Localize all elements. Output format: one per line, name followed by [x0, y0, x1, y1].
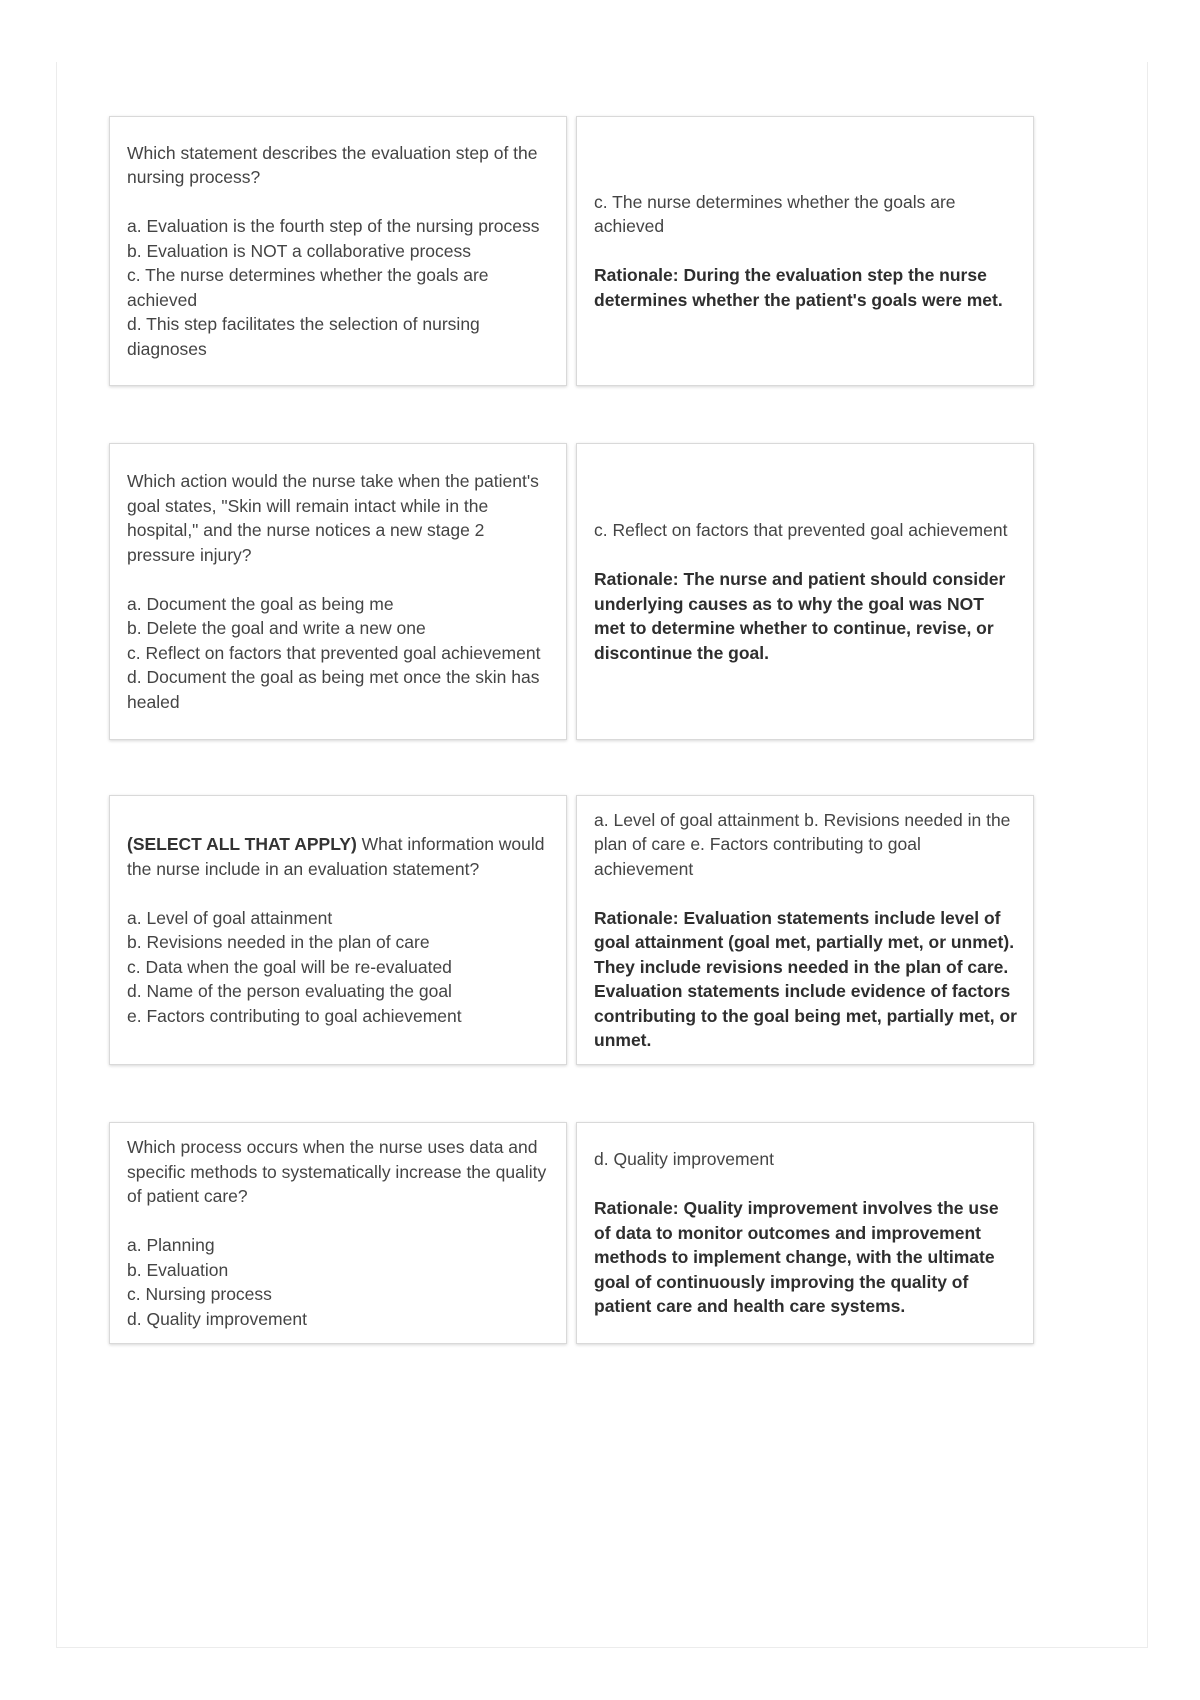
option-d: d. Name of the person evaluating the goal [127, 981, 452, 1001]
question-options [127, 1233, 550, 1331]
answer-item: c. Reflect on factors that prevented goal achievement [594, 520, 1008, 540]
question-text: Which action would the nurse take when the patient's goal states, "Skin will remain intact while in the hospital," and the nurse notices a new stage 2 pressure injury? [127, 471, 539, 565]
option-c: c. Reflect on factors that prevented goal achievement [127, 642, 541, 663]
flashcard-answer-1[interactable] [576, 116, 1034, 386]
question-text [127, 832, 550, 881]
answer-item: c. The nurse determines whether the goals are achieved [594, 191, 956, 237]
question-options [127, 214, 550, 361]
rationale-text: Rationale: The nurse and patient should consider underlying causes as to why the goal was NOT met to determine whether to continue, revise, or discontinue the goal. [594, 569, 1006, 663]
answer-item: e. Factors contributing to goal achievement [594, 834, 921, 879]
question-options [127, 592, 550, 715]
answer-text [594, 1147, 1017, 1172]
answer-text [594, 190, 1017, 239]
question-text-body: What information would the nurse include in an evaluation statement? [127, 834, 545, 879]
flashcard-answer-3[interactable] [576, 795, 1034, 1065]
option-a: a. Document the goal as being me [127, 593, 394, 614]
rationale-text: Rationale: Evaluation statements include level of goal attainment (goal met, partially met, or unmet). They include revisions needed in the plan of care. Evaluation statements include evidence of factors contributing to the goal being met, partially met, or unmet. [594, 907, 1017, 1050]
rationale-text: Rationale: Quality improvement involves the use of data to monitor outcomes and improvement methods to implement change, with the ultimate goal of continuously improving the quality of patient care and health care systems. [594, 1198, 999, 1317]
flashcard-answer-4[interactable] [576, 1122, 1034, 1344]
flashcard-question-4[interactable] [109, 1122, 567, 1344]
option-a: a. Level of goal attainment [127, 907, 333, 928]
answer-text [594, 518, 1017, 543]
option-c: c. Nursing process [127, 1284, 272, 1304]
option-b: b. Evaluation [127, 1259, 229, 1280]
option-c: c. The nurse determines whether the goals are achieved [127, 265, 489, 310]
select-all-tag: (SELECT ALL THAT APPLY) [127, 834, 357, 854]
question-options [127, 906, 550, 1029]
flashcard-question-2[interactable] [109, 443, 567, 740]
option-b: b. Delete the goal and write a new one [127, 618, 426, 638]
option-d: d. Document the goal as being met once the skin has healed [127, 667, 540, 712]
flashcard-question-3[interactable] [109, 795, 567, 1065]
option-d: d. Quality improvement [127, 1308, 307, 1329]
option-d: d. This step facilitates the selection of nursing diagnoses [127, 314, 480, 359]
option-b: b. Evaluation is NOT a collaborative process [127, 240, 472, 261]
option-a: a. Planning [127, 1235, 215, 1255]
question-text: Which process occurs when the nurse uses data and specific methods to systematically increase the quality of patient care? [127, 1137, 547, 1206]
answer-item: d. Quality improvement [594, 1149, 774, 1170]
flashcard-answer-2[interactable] [576, 443, 1034, 740]
answer-item: a. Level of goal attainment [594, 809, 800, 830]
question-text: Which statement describes the evaluation step of the nursing process? [127, 142, 538, 188]
option-c: c. Data when the goal will be re-evaluated [127, 956, 452, 977]
option-b: b. Revisions needed in the plan of care [127, 932, 430, 952]
option-e: e. Factors contributing to goal achievement [127, 1005, 462, 1026]
rationale-text: Rationale: During the evaluation step the nurse determines whether the patient's goals were met. [594, 265, 1003, 310]
answer-text [594, 808, 1017, 882]
answer-item: b. Revisions needed in the plan of care [594, 809, 1011, 854]
flashcard-question-1[interactable] [109, 116, 567, 386]
option-a: a. Evaluation is the fourth step of the nursing process [127, 216, 540, 237]
